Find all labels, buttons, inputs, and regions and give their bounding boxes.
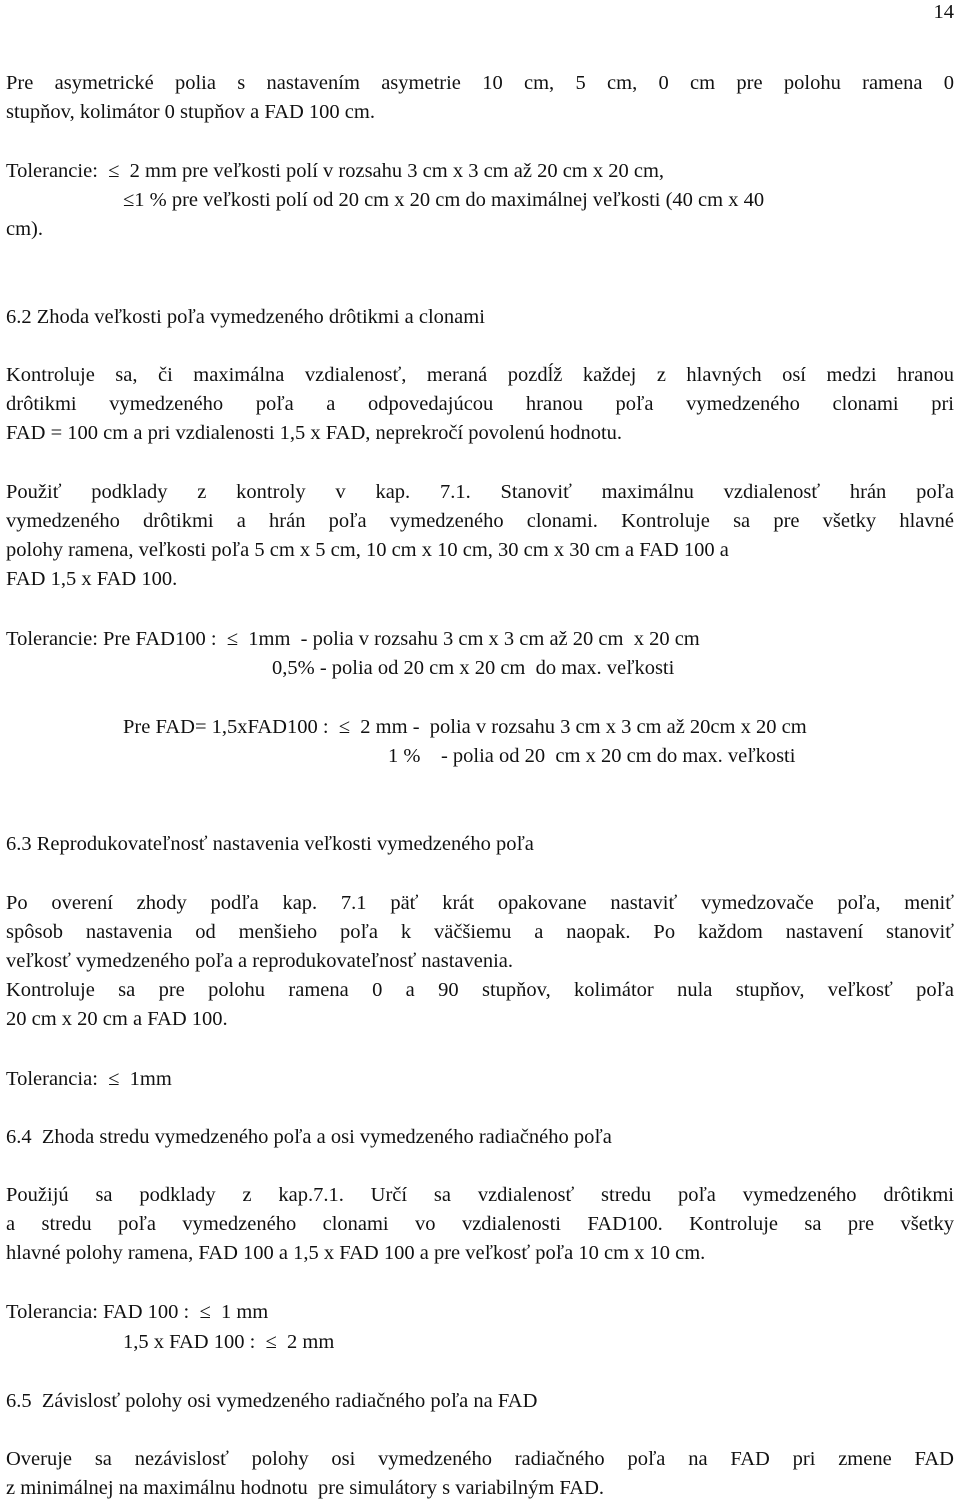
paragraph-asymmetric-line-2: stupňov, kolimátor 0 stupňov a FAD 100 cm. — [6, 101, 375, 123]
tolerance-6-2-line-2: 0,5% - polia od 20 cm x 20 cm do max. veľkosti — [272, 657, 675, 679]
paragraph-6-3-line-1: Po overení zhody podľa kap. 7.1 päť krát opakovane nastaviť vymedzovače poľa, meniť — [6, 892, 954, 914]
tolerance-6-2-line-1: Tolerancie: Pre FAD100 : ≤ 1mm - polia v rozsahu 3 cm x 3 cm až 20 cm x 20 cm — [6, 628, 700, 650]
paragraph-6-2a-line-2: drôtikmi vymedzeného poľa a odpovedajúcou hranou poľa vymedzeného clonami pri — [6, 393, 954, 415]
tolerance-line-1: Tolerancie: ≤ 2 mm pre veľkosti polí v rozsahu 3 cm x 3 cm až 20 cm x 20 cm, — [6, 160, 665, 182]
paragraph-6-2b-line-1: Použiť podklady z kontroly v kap. 7.1. Stanoviť maximálnu vzdialenosť hrán poľa — [6, 481, 954, 503]
section-heading-6-3: 6.3 Reprodukovateľnosť nastavenia veľkosti vymedzeného poľa — [6, 833, 534, 855]
tolerance-line-3: cm). — [6, 218, 43, 240]
paragraph-6-2b-line-2: vymedzeného drôtikmi a hrán poľa vymedzeného clonami. Kontroluje sa pre všetky hlavné — [6, 510, 954, 532]
page-number: 14 — [933, 1, 954, 23]
paragraph-6-3-line-3: veľkosť vymedzeného poľa a reprodukovateľnosť nastavenia. — [6, 950, 514, 972]
paragraph-6-5-line-1: Overuje sa nezávislosť polohy osi vymedzeného radiačného poľa na FAD pri zmene FAD — [6, 1448, 954, 1470]
paragraph-6-3-line-5: 20 cm x 20 cm a FAD 100. — [6, 1008, 228, 1030]
section-heading-6-5: 6.5 Závislosť polohy osi vymedzeného radiačného poľa na FAD — [6, 1390, 538, 1412]
tolerance-line-2: ≤1 % pre veľkosti polí od 20 cm x 20 cm do maximálnej veľkosti (40 cm x 40 — [123, 189, 765, 211]
paragraph-6-2b-line-4: FAD 1,5 x FAD 100. — [6, 568, 178, 590]
section-heading-6-2: 6.2 Zhoda veľkosti poľa vymedzeného drôtikmi a clonami — [6, 306, 485, 328]
tolerance-6-4-line-1: Tolerancia: FAD 100 : ≤ 1 mm — [6, 1301, 269, 1323]
paragraph-6-4-line-3: hlavné polohy ramena, FAD 100 a 1,5 x FAD 100 a pre veľkosť poľa 10 cm x 10 cm. — [6, 1242, 706, 1264]
tolerance-6-2-line-4: 1 % - polia od 20 cm x 20 cm do max. veľkosti — [388, 745, 796, 767]
tolerance-6-4-line-2: 1,5 x FAD 100 : ≤ 2 mm — [123, 1331, 335, 1353]
paragraph-asymmetric-line-1: Pre asymetrické polia s nastavením asymetrie 10 cm, 5 cm, 0 cm pre polohu ramena 0 — [6, 72, 954, 94]
paragraph-6-3-line-2: spôsob nastavenia od menšieho poľa k väčšiemu a naopak. Po každom nastavení stanoviť — [6, 921, 954, 943]
paragraph-6-2a-line-3: FAD = 100 cm a pri vzdialenosti 1,5 x FAD, neprekročí povolenú hodnotu. — [6, 422, 623, 444]
section-heading-6-4: 6.4 Zhoda stredu vymedzeného poľa a osi vymedzeného radiačného poľa — [6, 1126, 612, 1148]
tolerance-6-2-line-3: Pre FAD= 1,5xFAD100 : ≤ 2 mm - polia v rozsahu 3 cm x 3 cm až 20cm x 20 cm — [123, 716, 807, 738]
paragraph-6-2b-line-3: polohy ramena, veľkosti poľa 5 cm x 5 cm, 10 cm x 10 cm, 30 cm x 30 cm a FAD 100 a — [6, 539, 729, 561]
tolerance-6-3: Tolerancia: ≤ 1mm — [6, 1068, 172, 1090]
paragraph-6-4-line-2: a stredu poľa vymedzeného clonami vo vzdialenosti FAD100. Kontroluje sa pre všetky — [6, 1213, 954, 1235]
paragraph-6-4-line-1: Použijú sa podklady z kap.7.1. Určí sa vzdialenosť stredu poľa vymedzeného drôtikmi — [6, 1184, 954, 1206]
paragraph-6-2a-line-1: Kontroluje sa, či maximálna vzdialenosť, meraná pozdĺž každej z hlavných osí medzi hranou — [6, 364, 954, 386]
paragraph-6-3-line-4: Kontroluje sa pre polohu ramena 0 a 90 stupňov, kolimátor nula stupňov, veľkosť poľa — [6, 979, 954, 1001]
paragraph-6-5-line-2: z minimálnej na maximálnu hodnotu pre simulátory s variabilným FAD. — [6, 1477, 605, 1499]
